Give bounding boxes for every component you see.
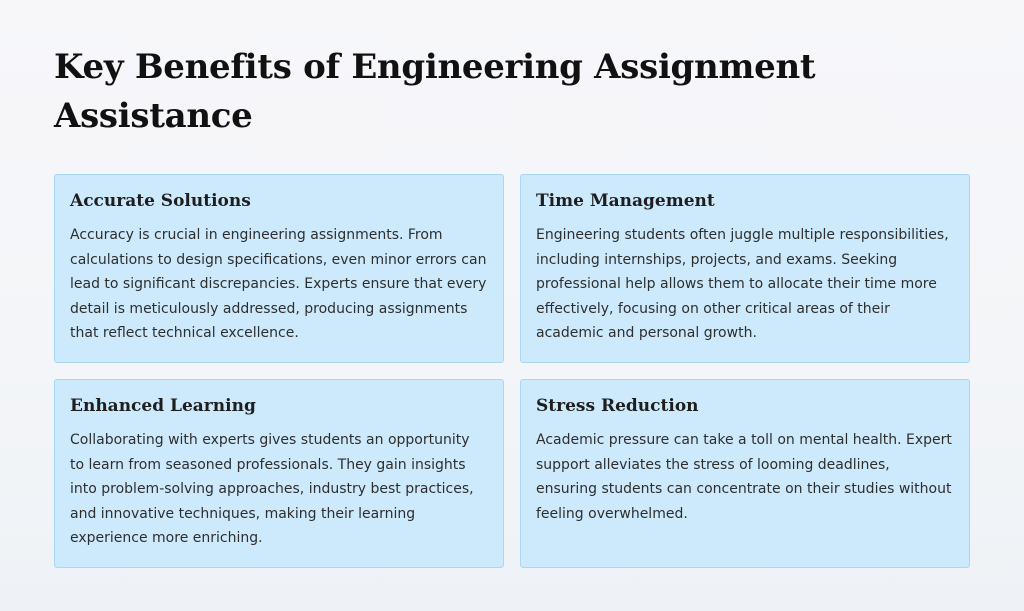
benefit-card-time-management (520, 174, 970, 363)
card-body: Academic pressure can take a toll on mental health. Expert support alleviates the stress of looming deadlines, ensuring students can concentrate on their studies without feeling overwhelmed. (536, 432, 952, 522)
page-title: Key Benefits of Engineering Assignment Assistance (54, 47, 816, 136)
card-body: Collaborating with experts gives students an opportunity to learn from seasoned professionals. They gain insights into problem-solving approaches, industry best practices, and innovative techniques, making their learning experience more enriching. (70, 432, 474, 546)
benefits-grid (54, 174, 970, 568)
card-title: Time Management (536, 191, 715, 211)
benefit-card-enhanced-learning (54, 379, 504, 568)
card-title: Stress Reduction (536, 396, 699, 416)
card-body: Engineering students often juggle multiple responsibilities, including internships, projects, and exams. Seeking professional help allows them to allocate their time more effectively, focusing on other critical areas of their academic and personal growth. (536, 227, 949, 341)
card-title: Accurate Solutions (70, 191, 251, 211)
benefit-card-accurate-solutions (54, 174, 504, 363)
card-title: Enhanced Learning (70, 396, 256, 416)
benefit-card-stress-reduction (520, 379, 970, 568)
card-body: Accuracy is crucial in engineering assignments. From calculations to design specifications, even minor errors can lead to significant discrepancies. Experts ensure that every detail is meticulously addressed, producing assignments that reflect technical excellence. (70, 227, 487, 341)
